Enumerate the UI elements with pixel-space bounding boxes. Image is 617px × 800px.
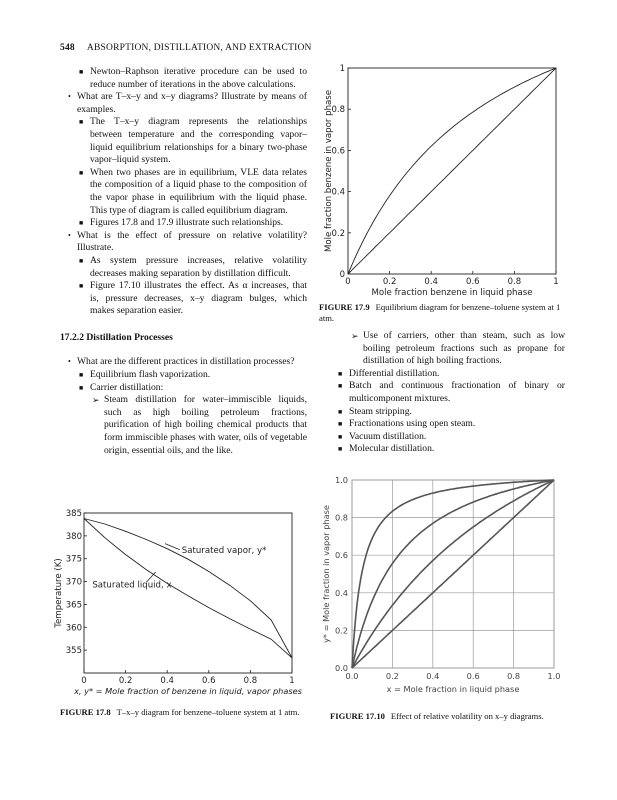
list-item <box>60 116 307 166</box>
list-item-text: As system pressure increases, relative volatility decreases making separation by distillation difficult. <box>90 254 307 279</box>
list-item <box>319 330 565 368</box>
x-tick-label: 0.6 <box>202 676 216 686</box>
figure-17-8-text: T–x–y diagram for benzene–toluene system at 1 atm. <box>116 707 300 717</box>
page-number: 548 <box>60 43 75 53</box>
annotation-saturated-liquid: Saturated liquid, x <box>92 580 172 591</box>
bullet-marker: ■ <box>79 68 84 76</box>
list-item <box>319 406 565 419</box>
figure-17-9-caption <box>319 302 569 324</box>
annotation-saturated-vapor: Saturated vapor, y* <box>181 545 267 556</box>
bullet-marker: ■ <box>338 445 343 454</box>
plot-frame <box>84 513 292 673</box>
y-axis-label: Mole fraction benzene in vapor phase <box>324 89 334 253</box>
list-item <box>60 382 307 395</box>
y-axis-label: Temperature (K) <box>54 558 64 628</box>
x-tick-label: 0.4 <box>426 671 440 681</box>
x-tick-label: 0.6 <box>466 671 480 681</box>
figure-17-10-text: Effect of relative volatility on x–y diagrams. <box>390 711 544 721</box>
y-tick-label: 360 <box>65 623 82 634</box>
x-axis-label: Mole fraction benzene in liquid phase <box>371 288 533 298</box>
bullet-marker: ■ <box>79 168 84 177</box>
x-tick-label: 1.0 <box>547 671 561 681</box>
y-tick-label: 355 <box>65 646 82 657</box>
bullet-marker: ➢ <box>351 331 359 341</box>
list-item-text: When two phases are in equilibrium, VLE data relates the composition of a liquid phase to the composition of the vapor phase in equilibrium with the liquid phase. This type of diagram is called equilibrium diagram. <box>90 166 307 216</box>
x-tick-label: 0.2 <box>382 277 397 287</box>
list-item-text: Steam distillation for water–immiscible liquids, such as high boiling petroleum fractions, purification of high boiling chemical products that form immiscible phases with water, oils of vegetable origin, essential oils, and the like. <box>104 394 307 456</box>
list-item <box>60 369 307 382</box>
list-item-text: Figures 17.8 and 17.9 illustrate such relationships. <box>90 217 284 229</box>
x-tick-label: 0.4 <box>160 676 174 686</box>
y-tick-label: 0.2 <box>331 228 345 239</box>
running-title: ABSORPTION, DISTILLATION, AND EXTRACTION <box>86 43 312 53</box>
bullet-marker: • <box>68 357 71 367</box>
list-item-text: Differential distillation. <box>349 367 440 379</box>
list-item-text: Figure 17.10 illustrates the effect. As α increases, that is, pressure decreases, x–y diagram bulges, which makes separation easier. <box>90 280 307 317</box>
left-column <box>60 66 307 457</box>
list-item <box>319 368 565 381</box>
list-item-text: Vacuum distillation. <box>349 430 427 442</box>
bullet-marker: ■ <box>338 407 343 416</box>
list-item-text: Steam stripping. <box>349 405 412 417</box>
section-heading: 17.2.2 Distillation Processes <box>60 331 173 343</box>
x-axis-label: x = Mole fraction in liquid phase <box>386 684 520 694</box>
list-item <box>60 217 307 230</box>
list-item-text: Molecular distillation. <box>349 443 435 455</box>
list-item <box>60 394 307 457</box>
y-tick-label: 1.0 <box>334 475 348 485</box>
list-item-text: What is the effect of pressure on relative volatility? Illustrate. <box>77 229 307 254</box>
list-item-text: Equilibrium flash vaporization. <box>90 369 211 381</box>
figure-17-8-chart <box>52 505 310 705</box>
bullet-marker: ■ <box>338 382 343 391</box>
bullet-marker: ➢ <box>92 395 100 406</box>
x-tick-label: 0.8 <box>243 676 258 686</box>
y-tick-label: 365 <box>65 600 82 611</box>
list-item <box>60 230 307 255</box>
x-tick-label: 0 <box>345 277 351 287</box>
list-item-text: The T–x–y diagram represents the relationships between temperature and the corresponding vapor–liquid equilibrium relationships for a binary two-phase vapor–liquid system. <box>90 116 307 166</box>
x-tick-label: 0.8 <box>507 671 521 681</box>
list-item <box>60 255 307 280</box>
y-tick-label: 0.4 <box>334 587 348 598</box>
list-item <box>319 443 565 456</box>
figure-17-10-caption <box>330 711 570 722</box>
x-tick-label: 0.6 <box>466 277 480 287</box>
figure-17-10-chart <box>318 470 570 706</box>
figure-17-10-label: FIGURE 17.10 <box>330 711 385 721</box>
y-tick-label: 0.6 <box>331 146 345 157</box>
x-axis-label: x, y* = Mole fraction of benzene in liquid, vapor phases <box>74 686 302 696</box>
x-tick-label: 0.8 <box>507 277 522 287</box>
y-tick-label: 370 <box>65 577 82 588</box>
list-item-text: Fractionations using open steam. <box>349 418 476 430</box>
list-item-text: Carrier distillation: <box>90 381 164 393</box>
y-tick-label: 385 <box>65 509 82 519</box>
x-tick-label: 0.4 <box>424 277 438 287</box>
bullet-marker: • <box>68 92 71 102</box>
x-tick-label: 1 <box>553 277 559 287</box>
list-item-text: What are the different practices in distillation processes? <box>77 356 295 368</box>
list-item <box>60 167 307 217</box>
bullet-marker: ■ <box>79 371 84 380</box>
x-tick-label: 0.2 <box>118 676 133 686</box>
bullet-marker: ■ <box>79 256 84 265</box>
list-item <box>60 280 307 318</box>
y-tick-label: 0.8 <box>331 105 345 116</box>
y-tick-label: 0.6 <box>334 550 348 561</box>
y-tick-label: 0 <box>339 270 345 280</box>
bullet-marker: ■ <box>79 383 84 392</box>
bullet-marker: ■ <box>79 118 84 127</box>
list-item <box>319 380 565 405</box>
x-tick-label: 0.0 <box>345 671 359 681</box>
list-item-text: Newton–Raphson iterative procedure can be used to reduce number of iterations in the above calculations. <box>90 66 307 90</box>
bullet-marker: ■ <box>338 432 343 441</box>
list-item-text: Use of carriers, other than steam, such as low boiling petroleum fractions such as propane for distillation of high boiling fractions. <box>363 330 565 367</box>
bullet-marker: ■ <box>79 219 84 228</box>
y-tick-label: 0.2 <box>334 625 348 636</box>
figure-17-8-caption <box>60 707 310 718</box>
bullet-marker: • <box>68 230 71 240</box>
list-item-text: Batch and continuous fractionation of binary or multicomponent mixtures. <box>349 380 565 404</box>
list-item <box>319 431 565 444</box>
y-tick-label: 0.0 <box>334 663 348 673</box>
bullet-marker: ■ <box>79 282 84 291</box>
y-tick-label: 380 <box>65 531 82 542</box>
y-tick-label: 375 <box>65 554 82 565</box>
x-tick-label: 1 <box>289 676 295 686</box>
running-header <box>60 43 312 53</box>
right-column <box>319 330 565 456</box>
list-item-text: What are T–x–y and x–y diagrams? Illustrate by means of examples. <box>77 91 307 115</box>
list-item <box>60 356 307 369</box>
list-item <box>60 66 307 91</box>
y-tick-label: 1 <box>339 64 345 74</box>
x-tick-label: 0.2 <box>385 671 399 681</box>
bullet-marker: ■ <box>338 369 343 378</box>
y-tick-label: 0.4 <box>331 187 345 198</box>
bullet-marker: ■ <box>338 420 343 429</box>
series-line <box>348 68 556 274</box>
y-axis-label: y* = Mole fraction in vapor phase <box>321 505 331 643</box>
list-item <box>319 418 565 431</box>
y-tick-label: 0.8 <box>334 512 348 523</box>
x-tick-label: 0 <box>81 676 87 686</box>
figure-17-9-chart <box>318 62 568 300</box>
figure-17-9-label: FIGURE 17.9 <box>319 302 370 312</box>
list-item <box>60 91 307 116</box>
figure-17-8-label: FIGURE 17.8 <box>60 707 111 717</box>
figure-17-9-text: Equilibrium diagram for benzene–toluene system at 1 atm. <box>319 302 561 323</box>
